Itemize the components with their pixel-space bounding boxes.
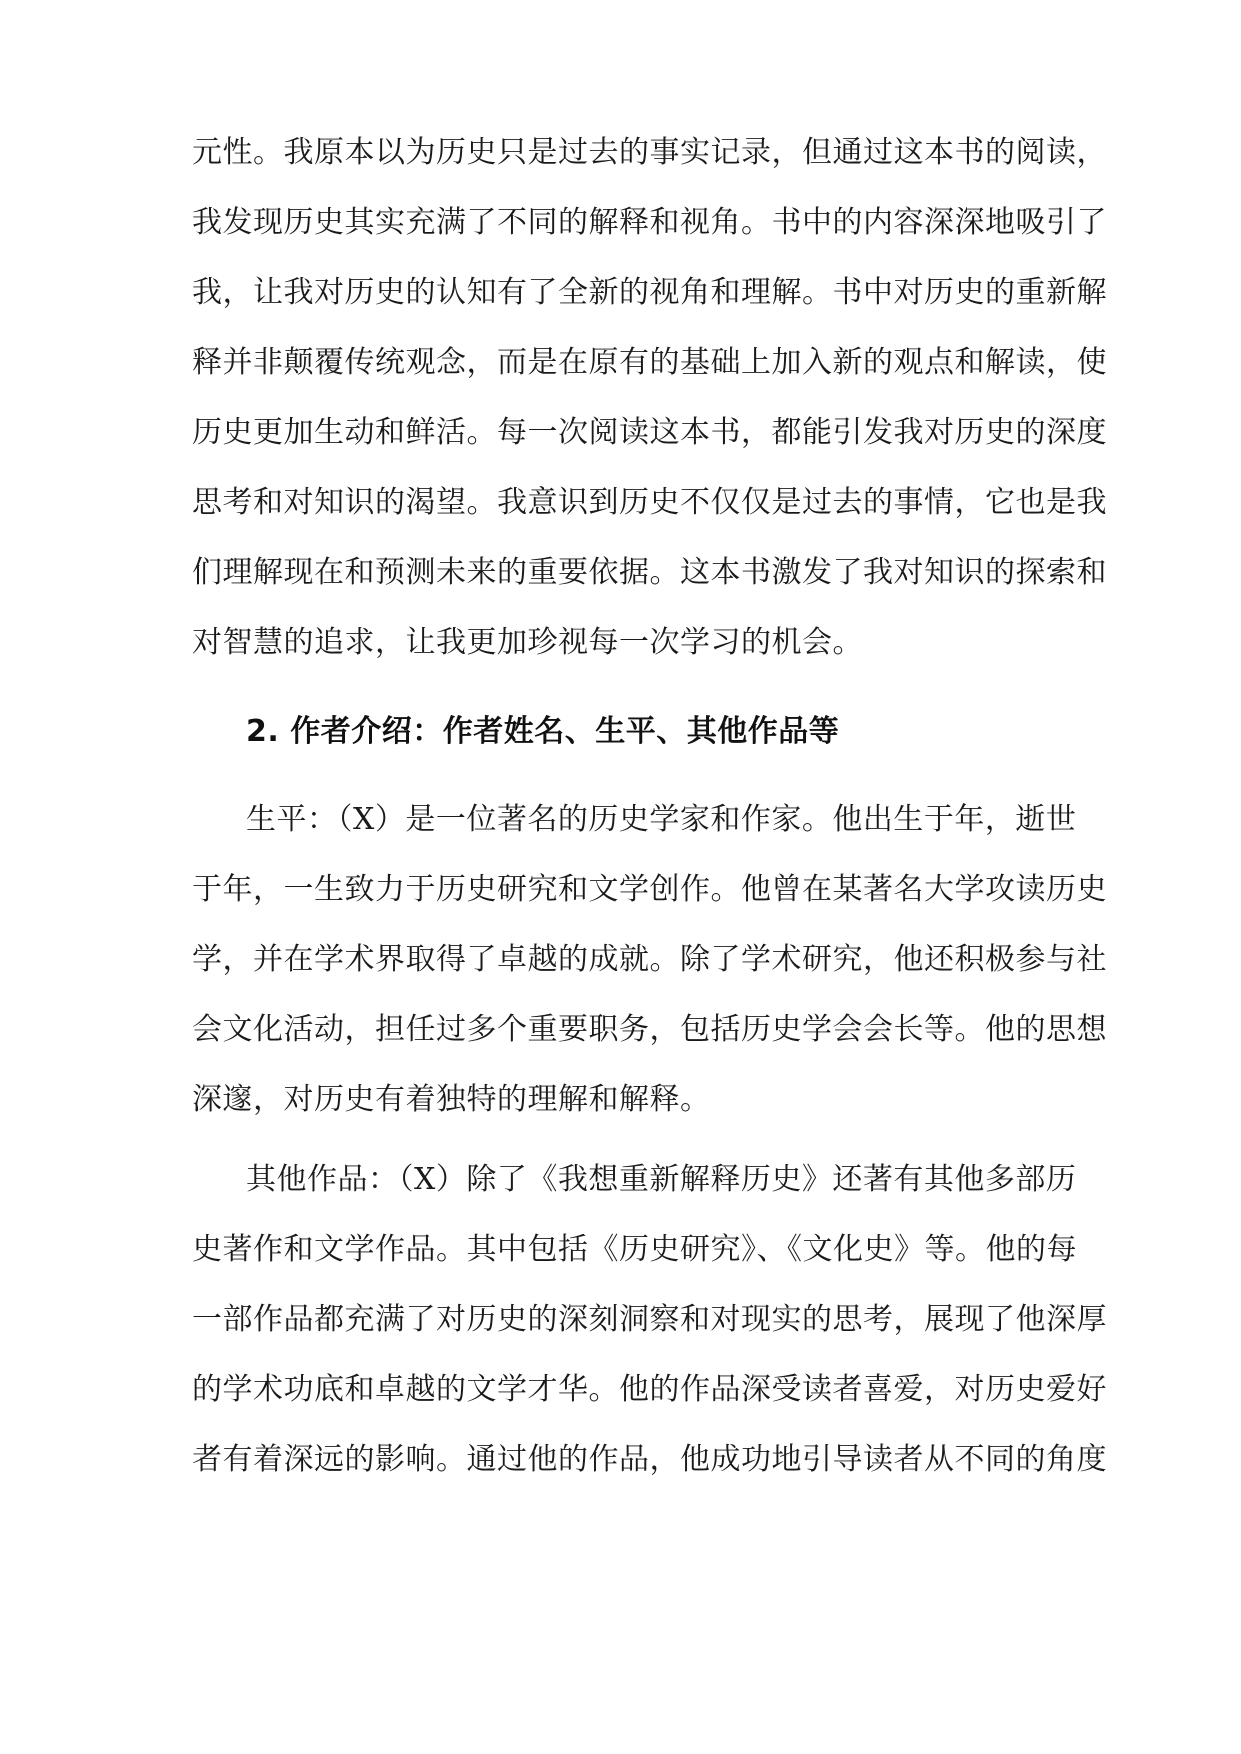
works-line-4: 的学术功底和卓越的文学才华。他的作品深受读者喜爱，对历史爱好 bbox=[192, 1372, 1107, 1407]
works-line-5: 者有着深远的影响。通过他的作品，他成功地引导读者从不同的角度 bbox=[192, 1442, 1107, 1477]
biography-line-2: 于年，一生致力于历史研究和文学创作。他曾在某著名大学攻读历史 bbox=[192, 872, 1107, 907]
biography-line-1: 生平：（X）是一位著名的历史学家和作家。他出生于年，逝世 bbox=[246, 802, 1077, 837]
section-heading: 2. 作者介绍：作者姓名、生平、其他作品等 bbox=[246, 714, 840, 749]
paragraph-1-line-7: 们理解现在和预测未来的重要依据。这本书激发了我对知识的探索和 bbox=[192, 555, 1107, 590]
paragraph-1-line-8: 对智慧的追求，让我更加珍视每一次学习的机会。 bbox=[192, 625, 863, 660]
paragraph-1-line-5: 历史更加生动和鲜活。每一次阅读这本书，都能引发我对历史的深度 bbox=[192, 415, 1107, 450]
paragraph-1-line-1: 元性。我原本以为历史只是过去的事实记录，但通过这本书的阅读， bbox=[192, 135, 1107, 170]
works-line-1: 其他作品：（X）除了《我想重新解释历史》还著有其他多部历 bbox=[246, 1162, 1077, 1197]
paragraph-1-line-3: 我，让我对历史的认知有了全新的视角和理解。书中对历史的重新解 bbox=[192, 275, 1107, 310]
works-line-3: 一部作品都充满了对历史的深刻洞察和对现实的思考，展现了他深厚 bbox=[192, 1302, 1107, 1337]
paragraph-1-line-6: 思考和对知识的渴望。我意识到历史不仅仅是过去的事情，它也是我 bbox=[192, 485, 1107, 520]
works-line-2: 史著作和文学作品。其中包括《历史研究》、《文化史》等。他的每 bbox=[192, 1232, 1077, 1267]
biography-line-5: 深邃，对历史有着独特的理解和解释。 bbox=[192, 1082, 711, 1117]
paragraph-1-line-2: 我发现历史其实充满了不同的解释和视角。书中的内容深深地吸引了 bbox=[192, 205, 1107, 240]
biography-line-4: 会文化活动，担任过多个重要职务，包括历史学会会长等。他的思想 bbox=[192, 1012, 1107, 1047]
paragraph-1-line-4: 释并非颠覆传统观念，而是在原有的基础上加入新的观点和解读，使 bbox=[192, 345, 1107, 380]
biography-line-3: 学，并在学术界取得了卓越的成就。除了学术研究，他还积极参与社 bbox=[192, 942, 1107, 977]
